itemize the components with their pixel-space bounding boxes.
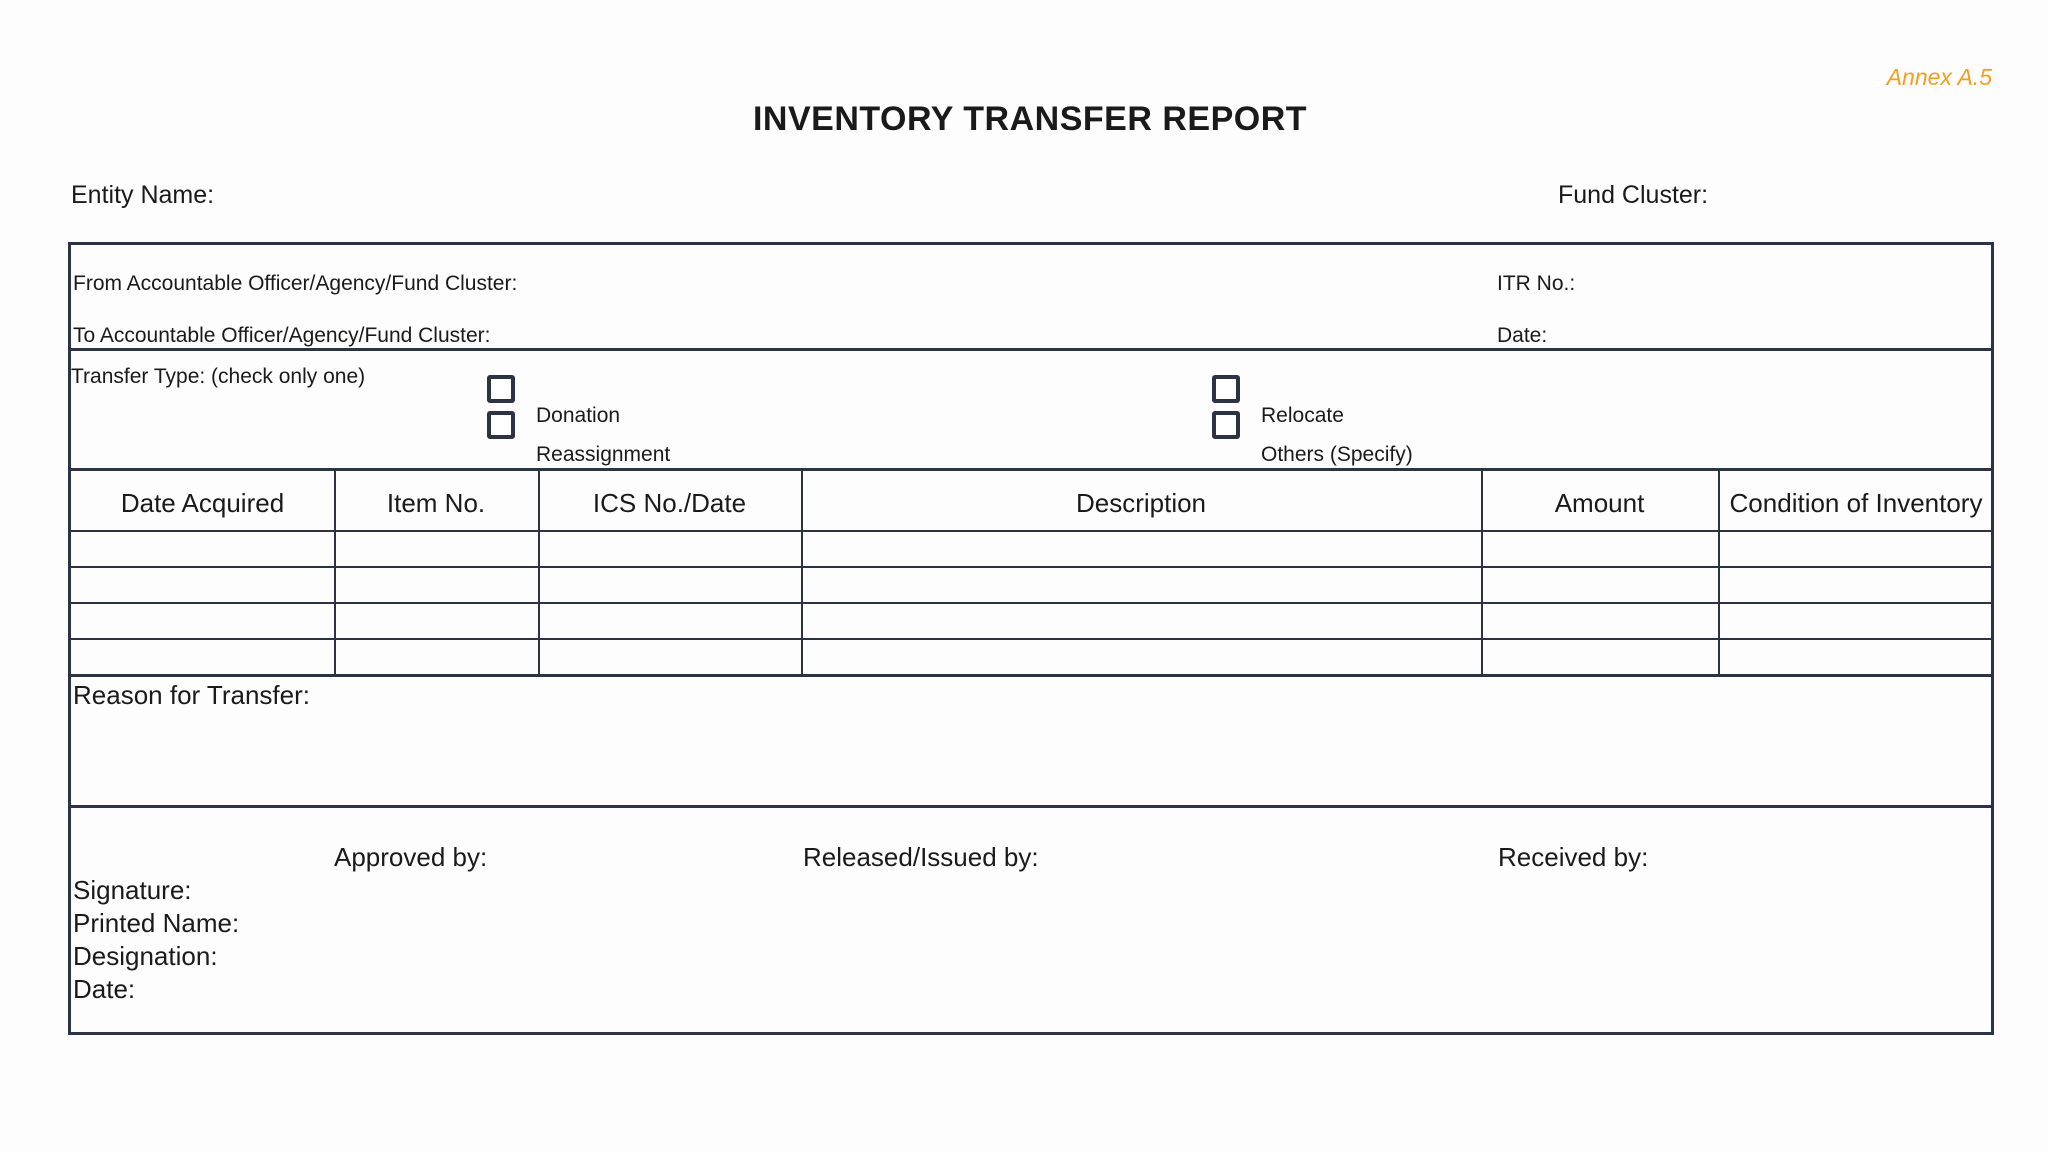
to-officer-label: To Accountable Officer/Agency/Fund Cluster: <box>73 324 491 347</box>
others-checkbox[interactable] <box>1212 411 1240 439</box>
column-divider <box>801 468 803 676</box>
divider <box>71 468 1991 471</box>
divider <box>71 674 1991 677</box>
approved-by-label: Approved by: <box>334 842 488 872</box>
option-reassignment: Reassignment <box>536 443 671 466</box>
reassignment-checkbox[interactable] <box>487 411 515 439</box>
table-row <box>71 638 1991 640</box>
col-description: Description <box>1075 488 1207 518</box>
option-donation: Donation <box>536 404 621 427</box>
fund-cluster-label: Fund Cluster: <box>1558 181 1709 209</box>
signature-label: Signature: <box>73 875 192 905</box>
col-ics-no-date: ICS No./Date <box>592 488 747 518</box>
divider <box>71 348 1991 351</box>
from-officer-label: From Accountable Officer/Agency/Fund Cluster: <box>73 272 518 295</box>
option-relocate: Relocate <box>1261 404 1344 427</box>
column-divider <box>334 468 336 676</box>
column-divider <box>1718 468 1720 676</box>
col-item-no: Item No. <box>386 488 486 518</box>
table-row <box>71 530 1991 532</box>
page-title: INVENTORY TRANSFER REPORT <box>752 100 1308 138</box>
transfer-form <box>68 242 1994 1035</box>
designation-label: Designation: <box>73 941 218 971</box>
col-condition: Condition of Inventory <box>1729 488 1983 518</box>
reason-label: Reason for Transfer: <box>73 680 310 710</box>
released-by-label: Released/Issued by: <box>803 842 1039 872</box>
table-row <box>71 602 1991 604</box>
sign-date-label: Date: <box>73 974 136 1004</box>
option-others: Others (Specify) <box>1261 443 1413 466</box>
transfer-type-label: Transfer Type: (check only one) <box>71 365 366 388</box>
header-date-label: Date: <box>1497 324 1548 347</box>
table-row <box>71 566 1991 568</box>
col-date-acquired: Date Acquired <box>120 488 285 518</box>
entity-name-label: Entity Name: <box>71 181 215 209</box>
donation-checkbox[interactable] <box>487 375 515 403</box>
received-by-label: Received by: <box>1498 842 1649 872</box>
col-amount: Amount <box>1554 488 1645 518</box>
column-divider <box>1481 468 1483 676</box>
printed-name-label: Printed Name: <box>73 908 240 938</box>
relocate-checkbox[interactable] <box>1212 375 1240 403</box>
annex-label: Annex A.5 <box>1886 64 1992 90</box>
itr-no-label: ITR No.: <box>1497 272 1576 295</box>
divider <box>71 805 1991 808</box>
column-divider <box>538 468 540 676</box>
